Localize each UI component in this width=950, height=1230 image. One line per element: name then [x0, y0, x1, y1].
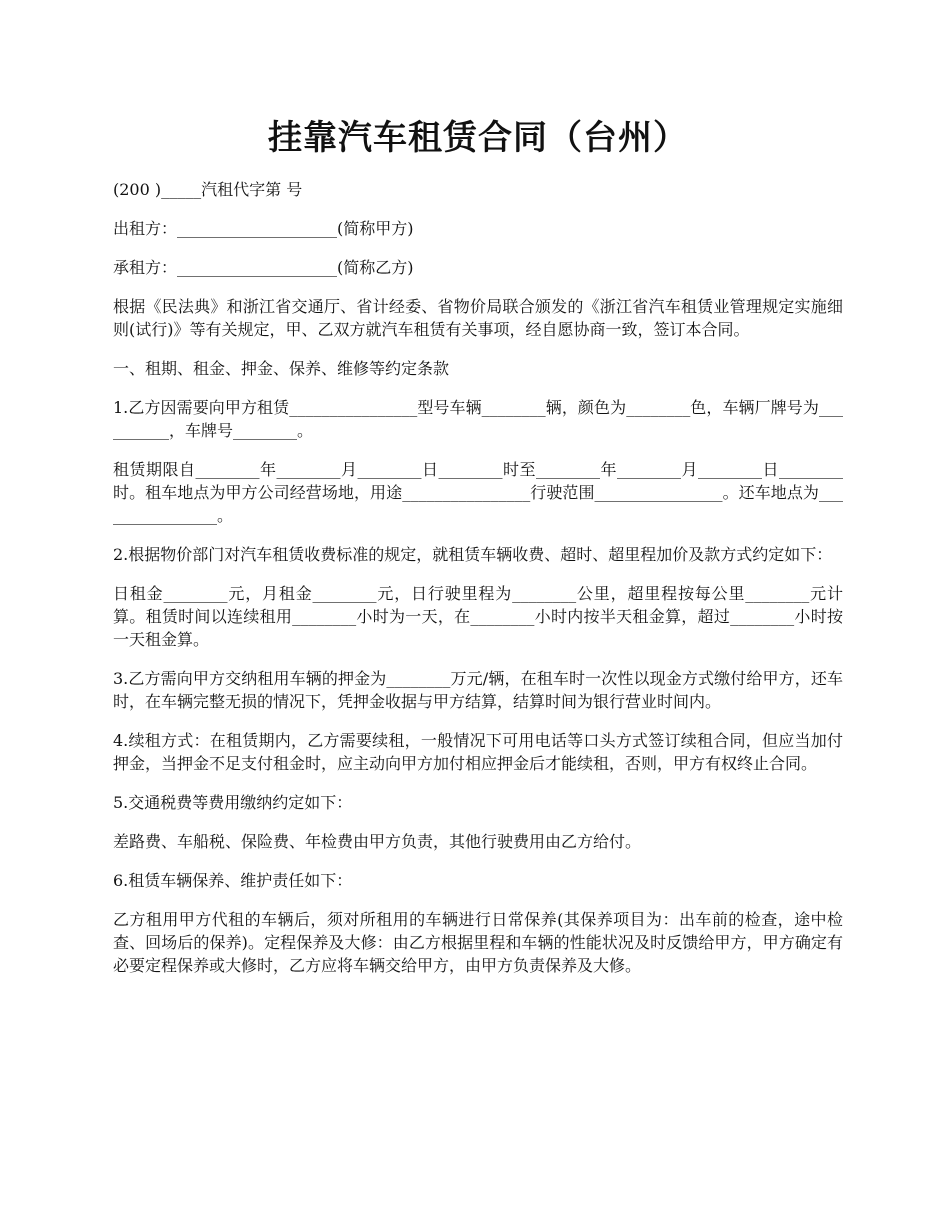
document-page — [113, 108, 843, 993]
lessee-line: 承租方：____________________(简称乙方) — [113, 258, 414, 277]
document-title: 挂靠汽车租赁合同（台州） — [268, 118, 688, 158]
preamble-paragraph: 根据《民法典》和浙江省交通厅、省计经委、省物价局联合颁发的《浙江省汽车租赁业管理规定实施细则(试行)》等有关规定，甲、乙双方就汽车租赁有关事项，经自愿协商一致，签订本合同。 — [113, 297, 843, 339]
clause-5-taxes-intro: 5.交通税费等费用缴纳约定如下： — [113, 793, 353, 812]
clause-1-term: 租赁期限自________年________月________日________时至________年________月________日________时。租车地点为甲方公司经营场地，用途________________行驶范围________________。还车地点为________________。 — [113, 460, 843, 525]
clause-6-maintenance-intro: 6.租赁车辆保养、维护责任如下： — [113, 871, 353, 890]
clause-2-fees-intro: 2.根据物价部门对汽车租赁收费标准的规定，就租赁车辆收费、超时、超里程加价及款方式约定如下： — [113, 545, 833, 564]
clause-5-taxes-detail: 差路费、车船税、保险费、年检费由甲方负责，其他行驶费用由乙方给付。 — [113, 832, 642, 851]
clause-1-vehicle: 1.乙方因需要向甲方租赁________________型号车辆________辆，颜色为________色，车辆厂牌号为__________，车牌号________。 — [113, 398, 843, 440]
clause-6-maintenance-detail: 乙方租用甲方代租的车辆后，须对所租用的车辆进行日常保养(其保养项目为：出车前的检查，途中检查、回场后的保养)。定程保养及大修：由乙方根据里程和车辆的性能状况及时反馈给甲方，甲方确定有必要定程保养或大修时，乙方应将车辆交给甲方，由甲方负责保养及大修。 — [113, 910, 843, 975]
contract-number: (200 )_____汽租代字第 号 — [113, 180, 303, 199]
lessor-line: 出租方：____________________(简称甲方) — [113, 219, 414, 238]
section-heading-1: 一、租期、租金、押金、保养、维修等约定条款 — [113, 359, 450, 378]
clause-4-renewal: 4.续租方式：在租赁期内，乙方需要续租，一般情况下可用电话等口头方式签订续租合同，但应当加付押金，当押金不足支付租金时，应主动向甲方加付相应押金后才能续租，否则，甲方有权终止合同。 — [113, 731, 843, 773]
clause-3-deposit: 3.乙方需向甲方交纳租用车辆的押金为________万元/辆，在租车时一次性以现金方式缴付给甲方，还车时，在车辆完整无损的情况下，凭押金收据与甲方结算，结算时间为银行营业时间内。 — [113, 669, 843, 711]
clause-2-fees-detail: 日租金________元，月租金________元，日行驶里程为________公里，超里程按每公里________元计算。租赁时间以连续租用________小时为一天，在________小时内按半天租金算，超过________小时按一天租金算。 — [113, 584, 843, 649]
